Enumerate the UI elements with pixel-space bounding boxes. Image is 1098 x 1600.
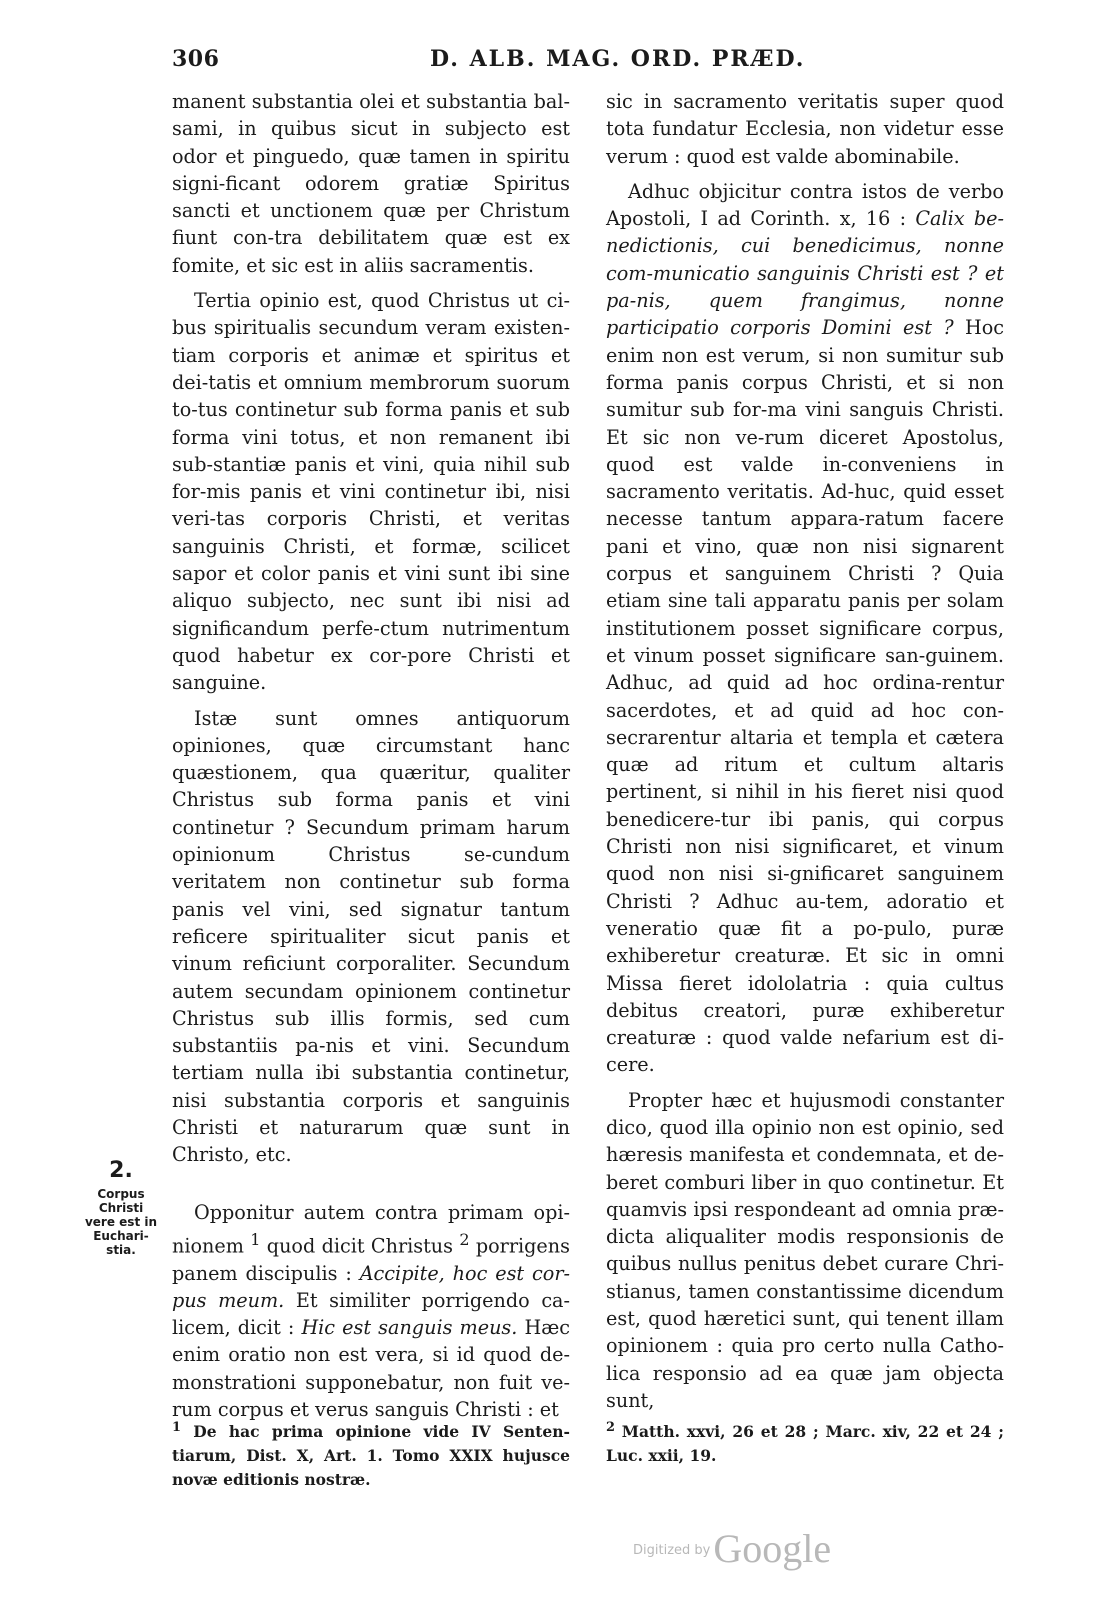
watermark-prefix: Digitized by <box>633 1543 711 1558</box>
paragraph <box>606 178 1004 1079</box>
left-column <box>172 88 570 1423</box>
digitization-watermark <box>633 1525 831 1572</box>
page-number: 306 <box>172 46 220 72</box>
paragraph: manent substantia olei et substantia bal-sami, in quibus sicut in subjecto est odor et pinguedo, quæ tamen in spiritu signi-ficant odorem gratiæ Spiritus sancti et unctionem quæ per Christum fiunt con-tra debilitatem quæ est ex fomite, et sic est in aliis sacramentis. <box>172 90 570 277</box>
text-run: Opponitur autem contra primam opi-nionem <box>172 1200 570 1258</box>
margin-note-number: 2. <box>109 1158 133 1183</box>
footnote-text: Matth. xxvi, 26 et 28 ; Marc. xiv, 22 et 24 ; Luc. xxii, 19. <box>606 1422 1004 1466</box>
footnote-text: De hac prima opinione vide IV Senten-tiarum, Dist. X, Art. 1. Tomo XXIX hujusce novæ editionis nostræ. <box>172 1422 570 1490</box>
google-logo: Google <box>713 1526 832 1571</box>
footnote-left <box>172 1416 570 1492</box>
paragraph: Tertia opinio est, quod Christus ut ci-bus spiritualis secundum veram existen-tiam corporis et animæ et spiritus et dei-tatis et omnium membrorum suorum to-tus continetur sub forma panis et sub forma vini totus, et non remanent ibi sub-stantiæ panis et vini, quia nihil sub for-mis panis et vini continetur ibi, nisi veri-tas corporis Christi, et veritas sanguinis Christi, et formæ, scilicet sapor et color panis et vini sunt ibi sine aliquo subjecto, nec sunt ibi nisi ad significandum perfe-ctum nutrimentum quod habetur ex cor-pore Christi et sanguine. <box>172 289 570 695</box>
italic-quote: Calix be-nedictionis, cui benedicimus, nonne com-municatio sanguinis Christi est ? et pa-nis, quem frangimus, nonne participatio corporis Domini est ? <box>606 207 1004 340</box>
text-run: Et similiter porrigendo ca-licem, dicit : <box>172 1288 570 1340</box>
paragraph: Propter hæc et hujusmodi constanter dico, quod illa opinio non est opinio, sed hæresis manifesta et condemnata, et de-beret comburi liber in quo continetur. Et quamvis ipsi respondeant ad omnia præ-dicta aliqualiter modis responsionis de quibus nullus penitus debet curare Chri-stianus, tamen constantissime dicendum est, quod hæretici sunt, qui tenent illam opinionem : quia pro certo nulla Catho-lica responsio ad ea quæ jam objecta sunt, <box>606 1088 1004 1412</box>
text-run: Adhuc objicitur contra istos de verbo Apostoli, I ad Corinth. x, 16 : <box>606 179 1004 231</box>
paragraph: sic in sacramento veritatis super quod tota fundatur Ecclesia, non videtur esse verum : quod est valde abominabile. <box>606 90 1004 168</box>
footnote-mark: 2 <box>459 1229 470 1249</box>
italic-quote: Hic est sanguis meus. <box>301 1316 518 1340</box>
footnote-mark: 2 <box>606 1420 615 1435</box>
italic-quote: Accipite, hoc est cor-pus meum. <box>172 1261 570 1312</box>
footnote-right <box>606 1416 1004 1468</box>
text-run: Hoc enim non est verum, si non sumitur sub forma panis corpus Christi, et si non sumitur sub for-ma vini sanguis Christi. Et sic non ve-rum diceret Apostolus, quod est valde in-conveniens in sacramento veritatis. Ad-huc, quid esset necesse tantum appara-ratum facere pani et vino, quæ non nisi signarent corpus et sanguinem Christi ? Quia etiam sine tali apparatu panis per solam institutionem posset significare corpus, et vinum posset significare san-guinem. Adhuc, ad quid ad hoc ordina-rentur sacerdotes, et ad quid ad hoc con-secrarentur altaria et templa et cætera quæ ad ritum et cultum altaris pertinent, si nihil in his fieret nisi quod benedicere-tur ibi panis, qui corpus Christi non nisi significaret, et vinum quod non nisi si-gnificaret sanguinem Christi ? Adhuc au-tem, adoratio et veneratio quæ fit a po-pulo, puræ exhiberetur creaturæ. Et sic in omni Missa fieret idololatria : quia cultus debitus creatori, puræ exhiberetur creaturæ : quod valde nefarium est di-cere. <box>606 316 1004 1077</box>
margin-note <box>82 1158 160 1257</box>
footnote-mark: 1 <box>172 1420 181 1435</box>
text-run: quod dicit Christus <box>260 1234 460 1258</box>
running-head: D. ALB. MAG. ORD. PRÆD. <box>430 46 806 72</box>
footnote-mark: 1 <box>250 1229 261 1249</box>
paragraph: Istæ sunt omnes antiquorum opiniones, quæ circumstant hanc quæstionem, qua quæritur, qualiter Christus sub forma panis et vini continetur ? Secundum primam harum opinionum Christus se-cundum veritatem non continetur sub forma panis vel vini, sed signatur tantum reficere spiritualiter sicut panis et vinum reficiunt corporaliter. Secundum autem secundam opinionem continetur Christus sub illis formis, sed cum substantiis pa-nis et vini. Secundum tertiam nulla ibi substantia continetur, nisi substantia corporis et sanguinis Christi et naturarum quæ sunt in Christo, etc. <box>172 706 570 1167</box>
margin-note-text: Corpus Christi vere est in Euchari-stia. <box>84 1187 158 1257</box>
text-run: porrigens panem discipulis : <box>172 1234 570 1285</box>
right-column <box>606 88 1004 1414</box>
paragraph <box>172 1199 570 1424</box>
text-run: Hæc enim oratio non est vera, si id quod de-monstrationi supponebatur, non fuit ve-rum corpus et verus sanguis Christi : et <box>172 1316 570 1422</box>
